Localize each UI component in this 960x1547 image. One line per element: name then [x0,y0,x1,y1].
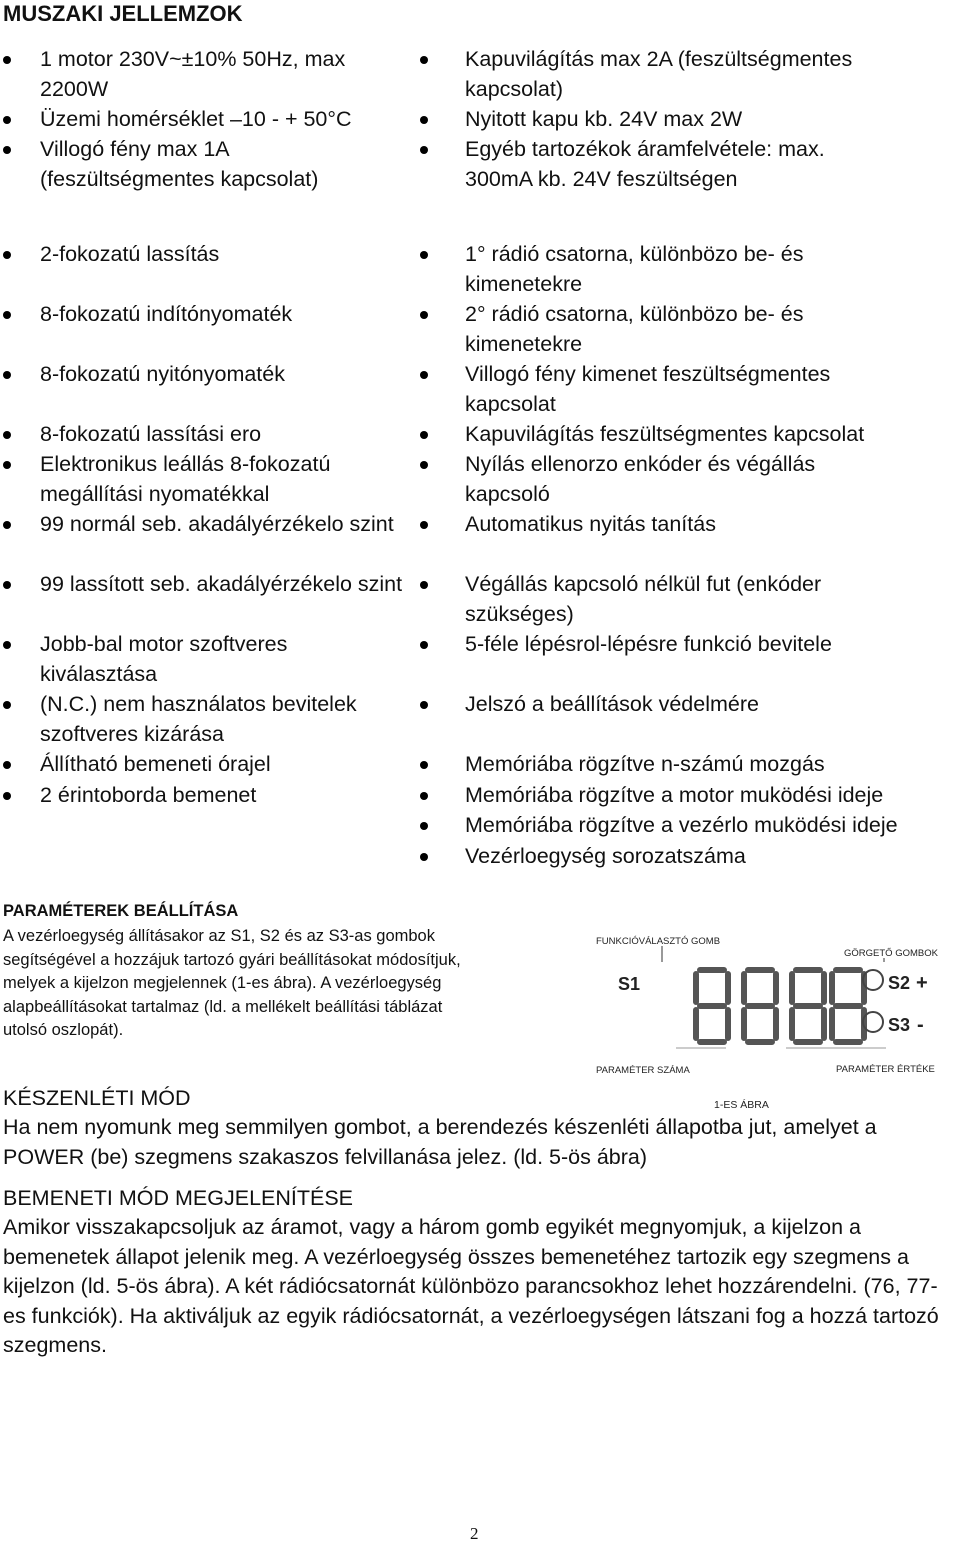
spec-item: Üzemi homérséklet –10 - + 50°C [3,105,420,135]
feature-item: Végállás kapcsoló nélkül fut (enkóder szükséges) [420,570,895,629]
spec-item: Villogó fény max 1A (feszültségmentes kapcsolat) [3,135,380,194]
s1-button-label: S1 [618,974,641,994]
feature-item: 2 érintoborda bemenet [3,781,410,811]
feature-item: 99 lassított seb. akadályérzékelo szint [3,570,405,600]
minus-sign: - [917,1014,924,1036]
feature-item: Vezérloegység sorozatszáma [420,842,945,872]
feature-item: Memóriába rögzítve n-számú mozgás [420,750,945,780]
function-button-label: FUNKCIÓVÁLASZTÓ GOMB [596,936,721,947]
standby-text: Ha nem nyomunk meg semmilyen gombot, a berendezés készenléti állapotba jut, amelyet a POWER (be) szegmens szakaszos felvillanása jelez. (ld. 5-ös ábra) [3,1115,877,1169]
page-number: 2 [470,1524,479,1543]
feature-item: Nyílás ellenorzo enkóder és végállás kapcsoló [420,450,885,509]
param-number-label: PARAMÉTER SZÁMA [596,1065,690,1076]
param-value-label: PARAMÉTER ÉRTÉKE [836,1064,935,1075]
feature-item: 8-fokozatú lassítási ero [3,420,410,450]
plus-sign: + [916,972,928,994]
control-panel-figure [566,932,946,1117]
spec-item: 1 motor 230V~±10% 50Hz, max 2200W [3,45,400,104]
s3-button-label: S3 [888,1015,911,1035]
feature-item: Kapuvilágítás feszültségmentes kapcsolat [420,420,945,450]
spec-item: Kapuvilágítás max 2A (feszültségmentes kapcsolat) [420,45,910,104]
standby-heading: KÉSZENLÉTI MÓD [3,1086,191,1110]
feature-item: 2-fokozatú lassítás [3,240,410,270]
feature-item: Állítható bemeneti órajel [3,750,410,780]
feature-item: Memóriába rögzítve a vezérlo muködési ideje [420,811,960,841]
feature-item: 99 normál seb. akadályérzékelo szint [3,510,405,540]
figure-caption: 1-ES ÁBRA [714,1099,769,1111]
param-section-text: A vezérloegység állításakor az S1, S2 és az S3-as gombok segítségével a hozzájuk tartozó gyári beállításokat módosítjuk, melyek a kijelzon megjelennek (1-es ábra). A vezérloegység alapbeállításokat tartalmaz (ld. a mellékelt beállítási táblázat utolsó oszlopát). [3,927,461,1040]
feature-item: Villogó fény kimenet feszültségmentes kapcsolat [420,360,895,419]
scroll-buttons-label: GÖRGETŐ GOMBOK [844,948,938,959]
feature-item: Automatikus nyitás tanítás [420,510,945,540]
feature-item: 2° rádió csatorna, különbözo be- és kimenetekre [420,300,865,359]
feature-item: 8-fokozatú indítónyomaték [3,300,410,330]
spec-item: Nyitott kapu kb. 24V max 2W [420,105,910,135]
s2-button-label: S2 [888,973,911,993]
feature-item: Memóriába rögzítve a motor muködési ideje [420,781,945,811]
input-mode-heading: BEMENETI MÓD MEGJELENÍTÉSE [3,1186,354,1210]
param-section-heading: PARAMÉTEREK BEÁLLÍTÁSA [3,902,239,920]
page-title: MUSZAKI JELLEMZOK [3,1,243,26]
feature-item: Jobb-bal motor szoftveres kiválasztása [3,630,340,689]
feature-item: Elektronikus leállás 8-fokozatú megállítási nyomatékkal [3,450,390,509]
feature-item: (N.C.) nem használatos bevitelek szoftveres kizárása [3,690,410,749]
feature-item: 5-féle lépésrol-lépésre funkció bevitele [420,630,945,660]
input-mode-text: Amikor visszakapcsoljuk az áramot, vagy a három gomb egyikét megnyomjuk, a kijelzon a bemenetek állapot jelenik meg. A vezérloegység összes bemenetéhez tartozik egy szegmens a kijelzon (ld. 5-ös ábra). A két rádiócsatornát különbözo parancsokhoz lehet hozzárendelni. (76, 77-es funkciók). Ha aktiváljuk az egyik rádiócsatornát, a vezérloegységen látszani fog a hozzá tartozó szegmens. [3,1215,939,1357]
spec-item: Egyéb tartozékok áramfelvétele: max. 300mA kb. 24V feszültségen [420,135,865,194]
feature-item: Jelszó a beállítások védelmére [420,690,945,720]
feature-item: 8-fokozatú nyitónyomaték [3,360,410,390]
feature-item: 1° rádió csatorna, különbözo be- és kimenetekre [420,240,865,299]
